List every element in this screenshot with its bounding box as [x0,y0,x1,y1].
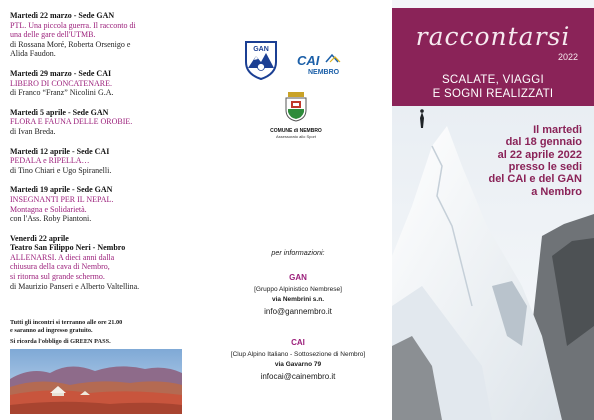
event-speakers: di Rossana Moré, Roberta Orsenigo e [10,39,131,49]
cover-subtitle-line: E SOGNI REALIZZATI [432,87,554,100]
cover-info-line: dal 18 gennaio [505,136,582,149]
org-fullname: [Gruppo Alpinistico Nembrese] [254,286,342,293]
org-block-gan [207,273,389,316]
notes-free: e saranno ad ingresso gratuito. [10,327,93,335]
org-fullname: [Clup Alpino Italiano - Sottosezione di Nembro] [230,351,366,358]
event-title: FLORA E FAUNA DELLE OROBIE. [10,117,133,127]
event-date: Martedì 5 aprile - Sede GAN [10,107,109,117]
cai-logo-icon [294,52,360,76]
info-label: per informazioni: [271,248,325,257]
event-title: una delle gare dell'UTMB. [10,30,96,40]
event-date: Martedì 29 marzo - Sede CAI [10,68,112,78]
event-speakers: di Ivan Breda. [10,126,56,136]
org-block-cai [207,338,389,381]
events-list [10,11,188,301]
event-date: Martedì 12 aprile - Sede CAI [10,146,110,156]
title-banner [392,8,594,106]
cover-title: raccontarsi [415,22,571,51]
coat-of-arms-icon [283,92,309,122]
cover-year: 2022 [557,52,578,62]
event-date: Martedì 22 marzo - Sede GAN [10,11,115,20]
event-title: LIBERO DI CONCATENARE. [10,78,112,88]
cover-info-line: a Nembro [531,185,582,198]
contact-info [207,248,389,403]
org-name: GAN [289,273,307,282]
event-title: si ritorna sul grande schermo. [10,272,105,282]
org-name: CAI [291,338,305,347]
event-title: PTL. Una piccola guerra. Il racconto di [10,20,136,30]
partner-logos [238,40,368,150]
event-item [10,185,188,223]
event-speakers: di Maurizio Panseri e Alberto Valtellina. [10,281,140,291]
event-title: chiusura della cava di Nembro, [10,262,110,272]
event-item [10,69,188,98]
cai-logo-sub: NEMBRO [308,69,340,76]
org-address: via Gavarno 79 [274,361,322,368]
cover-info-line: al 22 aprile 2022 [497,148,582,161]
org-address: via Nembrini s.n. [271,296,325,303]
notes-time: Tutti gli incontri si terranno alle ore 21.00 [10,319,123,326]
cover-panel [392,0,594,420]
event-item [10,108,188,137]
comune-nembro-logo [266,92,326,139]
event-speakers: Alida Faudon. [10,49,56,59]
comune-name: COMUNE di NEMBRO [270,128,322,134]
event-speakers: di Franco “Franz” Nicolini G.A. [10,88,114,98]
event-notes [10,319,188,347]
cover-schedule [442,124,582,198]
gan-logo [244,40,278,85]
event-venue: Teatro San Filippo Neri - Nembro [10,243,126,253]
cai-nembro-logo [294,52,360,81]
org-email[interactable]: info@gannembro.it [264,307,332,316]
comune-subtitle: Assessorato allo Sport [275,134,317,139]
desert-landscape-image [10,349,182,414]
event-title: Montagna e Solidarietà. [10,204,87,214]
cai-logo-text: CAI [297,53,320,68]
event-speakers: di Tino Chiari e Ugo Spiranelli. [10,165,112,175]
cover-info-line: del CAI e del GAN [488,173,582,186]
cover-info-line: Il martedì [533,124,582,136]
org-email[interactable]: infocai@cainembro.it [260,372,336,381]
event-title: PEDALA e RIPELLA… [10,156,90,166]
cover-subtitle-line: SCALATE, VIAGGI [441,74,545,86]
cover-info-line: presso le sedi [508,160,582,173]
desert-camp-photo [10,349,182,414]
gan-shield-icon [244,40,278,80]
event-date: Martedì 19 aprile - Sede GAN [10,185,113,195]
event-date: Venerdì 22 aprile [10,233,69,243]
event-title: INSEGNANTI PER IL NEPAL. [10,194,114,204]
cover-subtitle [392,74,594,102]
event-title: ALLENARSI. A dieci anni dalla [10,252,115,262]
notes-greenpass: Si ricorda l'obbligo di GREEN PASS. [10,338,111,346]
event-speakers: con l'Ass. Roby Piantoni. [10,214,92,224]
gan-logo-text: GAN [253,46,269,53]
event-item [10,147,188,176]
event-item [10,234,188,292]
event-item [10,11,188,59]
